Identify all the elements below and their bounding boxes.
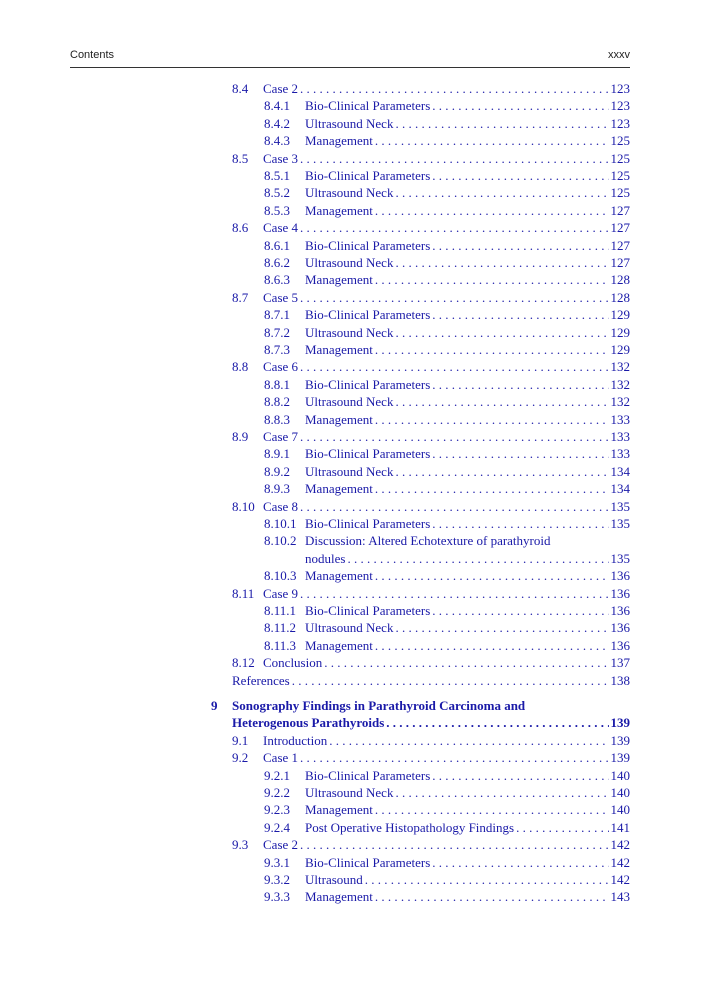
toc-entry-number: 9.3.3 <box>264 889 290 905</box>
toc-entry[interactable] <box>0 445 701 463</box>
toc-entry[interactable] <box>0 463 701 481</box>
toc-entry-title: Case 1 <box>263 750 299 766</box>
toc-entry-title: Ultrasound Neck <box>305 620 394 636</box>
toc-entry[interactable] <box>0 871 701 889</box>
toc-entry-title: Management <box>305 272 373 288</box>
dot-leader <box>395 393 608 411</box>
dot-leader <box>300 585 608 603</box>
toc-entry-number: 8.11.3 <box>264 637 297 653</box>
toc-entry[interactable] <box>0 801 701 819</box>
toc-entry-title: Ultrasound Neck <box>305 185 394 201</box>
toc-entry-page: 136 <box>610 585 630 601</box>
dot-leader <box>300 150 608 168</box>
toc-entry-number: 8.9.2 <box>264 463 290 479</box>
toc-entry-page: 143 <box>610 889 630 905</box>
dot-leader <box>375 271 609 289</box>
toc-entry-number: 8.7.3 <box>264 342 290 357</box>
toc-entry-title: Bio-Clinical Parameters <box>305 98 431 114</box>
toc-entry-page: 136 <box>610 603 630 618</box>
toc-entry-title: Case 3 <box>263 150 299 166</box>
toc-entry-page: 129 <box>610 324 630 340</box>
toc-entry-number: 8.6.1 <box>264 237 290 253</box>
toc-entry-page: 132 <box>610 376 630 392</box>
toc-entry-page: 125 <box>610 168 630 183</box>
toc-entry-page: 134 <box>610 463 630 479</box>
toc-entry-page: 142 <box>610 854 630 870</box>
toc-entry-title: Case 4 <box>263 220 299 236</box>
running-header-section: Contents <box>70 49 115 61</box>
toc-entry-number: 9.2.3 <box>264 802 290 818</box>
toc-entry-page: 136 <box>610 637 630 653</box>
toc-entry[interactable] <box>0 654 701 672</box>
dot-leader <box>375 341 609 359</box>
toc-entry-number: 8.6.3 <box>264 272 290 288</box>
toc-entry[interactable] <box>0 80 701 98</box>
toc-entry-title: Management <box>305 342 373 357</box>
toc-entry-title: Management <box>305 889 373 905</box>
toc-entry[interactable] <box>0 358 701 376</box>
toc-entry-title: Bio-Clinical Parameters <box>305 854 431 870</box>
dot-leader <box>300 749 608 767</box>
toc-entry-number: 8.6.2 <box>264 255 290 270</box>
toc-entry[interactable] <box>0 376 701 394</box>
toc-entry-number: 8.4.3 <box>264 133 290 149</box>
dot-leader <box>365 871 609 889</box>
toc-entry-title: Ultrasound Neck <box>305 785 394 800</box>
toc-entry-title: Bio-Clinical Parameters <box>305 376 431 392</box>
toc-entry-title: Case 5 <box>263 289 299 305</box>
toc-entry-number: 9.2.4 <box>264 819 290 835</box>
dot-leader <box>395 115 608 133</box>
dot-leader <box>516 819 608 837</box>
toc-entry[interactable] <box>0 550 701 568</box>
toc-entry-title: Ultrasound Neck <box>305 115 394 131</box>
dot-leader <box>395 184 608 202</box>
toc-entry-number: 8.9 <box>232 429 249 444</box>
toc-entry-title: Management <box>305 637 373 653</box>
toc-entry-page: 128 <box>610 289 630 305</box>
toc-entry-page: 140 <box>610 785 630 800</box>
toc-entry-page: 129 <box>610 342 630 357</box>
dot-leader <box>395 784 608 802</box>
toc-entry-number: 8.5 <box>232 150 249 166</box>
toc-entry-number: 8.10.2 <box>264 533 297 549</box>
dot-leader <box>375 567 609 585</box>
toc-entry[interactable] <box>0 697 701 715</box>
dot-leader <box>347 550 608 568</box>
toc-entry-page: 133 <box>610 411 630 427</box>
dot-leader <box>300 428 608 446</box>
toc-entry-title: Management <box>305 202 373 218</box>
toc-entry-page: 127 <box>610 237 630 253</box>
toc-entry-page: 139 <box>610 750 630 766</box>
toc-entry-title: Management <box>305 481 373 497</box>
toc-entry-title: Bio-Clinical Parameters <box>305 446 431 462</box>
toc-entry-title: Ultrasound Neck <box>305 394 394 410</box>
toc-entry-title: Ultrasound Neck <box>305 255 394 270</box>
dot-leader <box>432 97 608 115</box>
toc-entry[interactable] <box>0 411 701 429</box>
dot-leader <box>300 498 608 516</box>
toc-entry[interactable] <box>0 602 701 620</box>
dot-leader <box>292 672 609 690</box>
toc-entry-page: 135 <box>610 516 630 531</box>
toc-entry-number: 8.7.1 <box>264 307 290 323</box>
toc-entry-title: Bio-Clinical Parameters <box>305 168 431 183</box>
toc-entry-number: 9 <box>211 698 218 713</box>
toc-entry-page: 132 <box>610 394 630 410</box>
toc-entry-page: 125 <box>610 185 630 201</box>
toc-entry[interactable] <box>0 219 701 237</box>
dot-leader <box>300 80 608 98</box>
toc-entry-number: 9.2.2 <box>264 785 290 800</box>
toc-entry[interactable] <box>0 714 701 732</box>
toc-entry[interactable] <box>0 515 701 533</box>
toc-entry[interactable] <box>0 393 701 411</box>
toc-entry-title: Sonography Findings in Parathyroid Carcinoma and <box>232 698 526 713</box>
toc-entry[interactable] <box>0 237 701 255</box>
toc-entry[interactable] <box>0 254 701 272</box>
toc-entry-number: 9.2 <box>232 750 249 766</box>
dot-leader <box>375 411 609 429</box>
toc-entry-number: 8.9.1 <box>264 446 290 462</box>
toc-entry-page: 125 <box>610 133 630 149</box>
toc-entry-title: Bio-Clinical Parameters <box>305 767 431 783</box>
toc-entry-page: 140 <box>610 767 630 783</box>
toc-entry-number: 9.1 <box>232 732 249 748</box>
toc-entry[interactable] <box>0 184 701 202</box>
dot-leader <box>375 888 609 906</box>
toc-entry[interactable] <box>0 732 701 750</box>
toc-entry-title: Bio-Clinical Parameters <box>305 237 431 253</box>
toc-entry-title: nodules <box>305 550 346 566</box>
toc-entry-number: 8.8.2 <box>264 394 290 410</box>
toc-entry[interactable] <box>0 289 701 307</box>
toc-entry-number: 9.3.2 <box>264 872 290 887</box>
toc-entry-page: 139 <box>610 732 630 748</box>
toc-entry-title: Post Operative Histopathology Findings <box>305 819 515 835</box>
toc-entry-number: 8.10.1 <box>264 516 297 531</box>
toc-entry-number: 8.8.3 <box>264 411 290 427</box>
toc-entry[interactable] <box>0 836 701 854</box>
toc-entry-title: Bio-Clinical Parameters <box>305 603 431 618</box>
toc-entry[interactable] <box>0 428 701 446</box>
toc-entry-title: Heterogenous Parathyroids <box>232 715 385 731</box>
dot-leader <box>300 219 608 237</box>
toc-entry[interactable] <box>0 271 701 289</box>
toc-entry-number: 8.5.1 <box>264 168 290 183</box>
dot-leader <box>300 836 608 854</box>
toc-entry-page: 133 <box>610 429 630 444</box>
toc-entry-title: Case 9 <box>263 585 299 601</box>
toc-entry-number: 8.5.2 <box>264 185 290 201</box>
toc-entry-page: 123 <box>610 81 630 96</box>
toc-entry-page: 135 <box>610 550 630 566</box>
dot-leader <box>300 289 608 307</box>
toc-entry-number: 8.9.3 <box>264 481 290 497</box>
dot-leader <box>432 445 608 463</box>
toc-entry-page: 136 <box>610 568 630 584</box>
toc-entry-page: 137 <box>610 655 630 671</box>
toc-entry-title: Introduction <box>263 732 328 748</box>
dot-leader <box>329 732 608 750</box>
dot-leader <box>395 254 608 272</box>
toc-entry[interactable] <box>0 637 701 655</box>
toc-entry-page: 132 <box>610 359 630 375</box>
toc-entry-number: 8.4.2 <box>264 115 290 131</box>
dot-leader <box>432 167 608 185</box>
toc-entry-number: 8.5.3 <box>264 202 290 218</box>
toc-entry-number: 8.11.2 <box>264 620 297 636</box>
toc-entry[interactable] <box>0 532 701 550</box>
toc-entry-page: 142 <box>610 872 630 887</box>
dot-leader <box>432 306 608 324</box>
toc-entry-page: 123 <box>610 98 630 114</box>
toc-entry[interactable] <box>0 619 701 637</box>
toc-entry-title: Bio-Clinical Parameters <box>305 307 431 323</box>
toc-entry[interactable] <box>0 854 701 872</box>
dot-leader <box>432 376 608 394</box>
toc-entry-title: References <box>232 672 290 688</box>
toc-entry-number: 8.11.1 <box>264 603 297 618</box>
toc-entry[interactable] <box>0 150 701 168</box>
dot-leader <box>375 801 609 819</box>
toc-entry-page: 135 <box>610 498 630 514</box>
toc-entry-number: 8.6 <box>232 220 249 236</box>
toc-entry-number: 8.12 <box>232 655 255 671</box>
toc-entry-page: 136 <box>610 620 630 636</box>
toc-entry-title: Conclusion <box>263 655 323 671</box>
dot-leader <box>300 358 608 376</box>
toc-entry-number: 9.3.1 <box>264 854 290 870</box>
toc-entry-title: Case 2 <box>263 81 299 96</box>
toc-entry-title: Case 7 <box>263 429 299 444</box>
dot-leader <box>375 480 609 498</box>
toc-entry[interactable] <box>0 767 701 785</box>
toc-entry-number: 9.2.1 <box>264 767 290 783</box>
toc-entry-number: 8.8 <box>232 359 249 375</box>
toc-entry-page: 138 <box>610 672 630 688</box>
toc-entry-title: Ultrasound Neck <box>305 324 394 340</box>
dot-leader <box>386 714 608 732</box>
toc-entry-page: 141 <box>610 819 630 835</box>
toc-entry-page: 123 <box>610 115 630 131</box>
toc-entry[interactable] <box>0 132 701 150</box>
running-header <box>70 47 630 65</box>
toc-entry[interactable] <box>0 202 701 220</box>
toc-entry-page: 125 <box>610 150 630 166</box>
running-header-page-number: xxxv <box>608 49 630 61</box>
toc-entry[interactable] <box>0 672 701 690</box>
dot-leader <box>324 654 608 672</box>
toc-entry-number: 9.3 <box>232 837 249 853</box>
toc-entry-title: Ultrasound Neck <box>305 463 394 479</box>
dot-leader <box>375 132 609 150</box>
toc-entry[interactable] <box>0 480 701 498</box>
toc-entry-page: 133 <box>610 446 630 462</box>
toc-entry-number: 8.10.3 <box>264 568 297 584</box>
toc-entry[interactable] <box>0 115 701 133</box>
toc-entry[interactable] <box>0 97 701 115</box>
toc-entry-title: Case 6 <box>263 359 299 375</box>
toc-entry-title: Case 8 <box>263 498 299 514</box>
toc-entry[interactable] <box>0 585 701 603</box>
toc-entry-title: Management <box>305 133 373 149</box>
toc-entry[interactable] <box>0 341 701 359</box>
toc-entry-title: Bio-Clinical Parameters <box>305 516 431 531</box>
toc-entry[interactable] <box>0 888 701 906</box>
toc-entry-page: 127 <box>610 202 630 218</box>
toc-entry-page: 127 <box>610 220 630 236</box>
header-divider <box>70 67 630 68</box>
dot-leader <box>395 463 608 481</box>
toc-entry-number: 8.8.1 <box>264 376 290 392</box>
toc-entry-page: 140 <box>610 802 630 818</box>
toc-entry-page: 129 <box>610 307 630 323</box>
toc-entry-title: Case 2 <box>263 837 299 853</box>
toc-entry[interactable] <box>0 324 701 342</box>
dot-leader <box>375 637 609 655</box>
dot-leader <box>432 237 608 255</box>
toc-entry[interactable] <box>0 167 701 185</box>
toc-entry-title: Management <box>305 802 373 818</box>
toc-entry-number: 8.7 <box>232 289 249 305</box>
toc-entry-number: 8.4.1 <box>264 98 290 114</box>
toc-entry[interactable] <box>0 306 701 324</box>
toc-entry-page: 134 <box>610 481 630 497</box>
toc-entry[interactable] <box>0 784 701 802</box>
toc-entry[interactable] <box>0 819 701 837</box>
toc-entry-number: 8.11 <box>232 585 255 601</box>
toc-entry-page: 139 <box>610 715 630 731</box>
toc-entry-title: Ultrasound <box>305 872 363 887</box>
dot-leader <box>395 324 608 342</box>
toc-entry-title: Management <box>305 568 373 584</box>
toc-entry[interactable] <box>0 749 701 767</box>
dot-leader <box>432 767 608 785</box>
dot-leader <box>375 202 609 220</box>
toc-entry-page: 127 <box>610 255 630 270</box>
toc-entry[interactable] <box>0 498 701 516</box>
toc-entry-number: 8.10 <box>232 498 255 514</box>
dot-leader <box>432 854 608 872</box>
toc-entry-page: 128 <box>610 272 630 288</box>
dot-leader <box>432 602 608 620</box>
toc-entry-title: Management <box>305 411 373 427</box>
dot-leader <box>432 515 608 533</box>
toc-entry-title: Discussion: Altered Echotexture of parathyroid <box>305 533 551 549</box>
toc-entry-number: 8.4 <box>232 81 249 96</box>
toc-entry[interactable] <box>0 567 701 585</box>
dot-leader <box>395 619 608 637</box>
toc-entry-page: 142 <box>610 837 630 853</box>
toc-entry-number: 8.7.2 <box>264 324 290 340</box>
